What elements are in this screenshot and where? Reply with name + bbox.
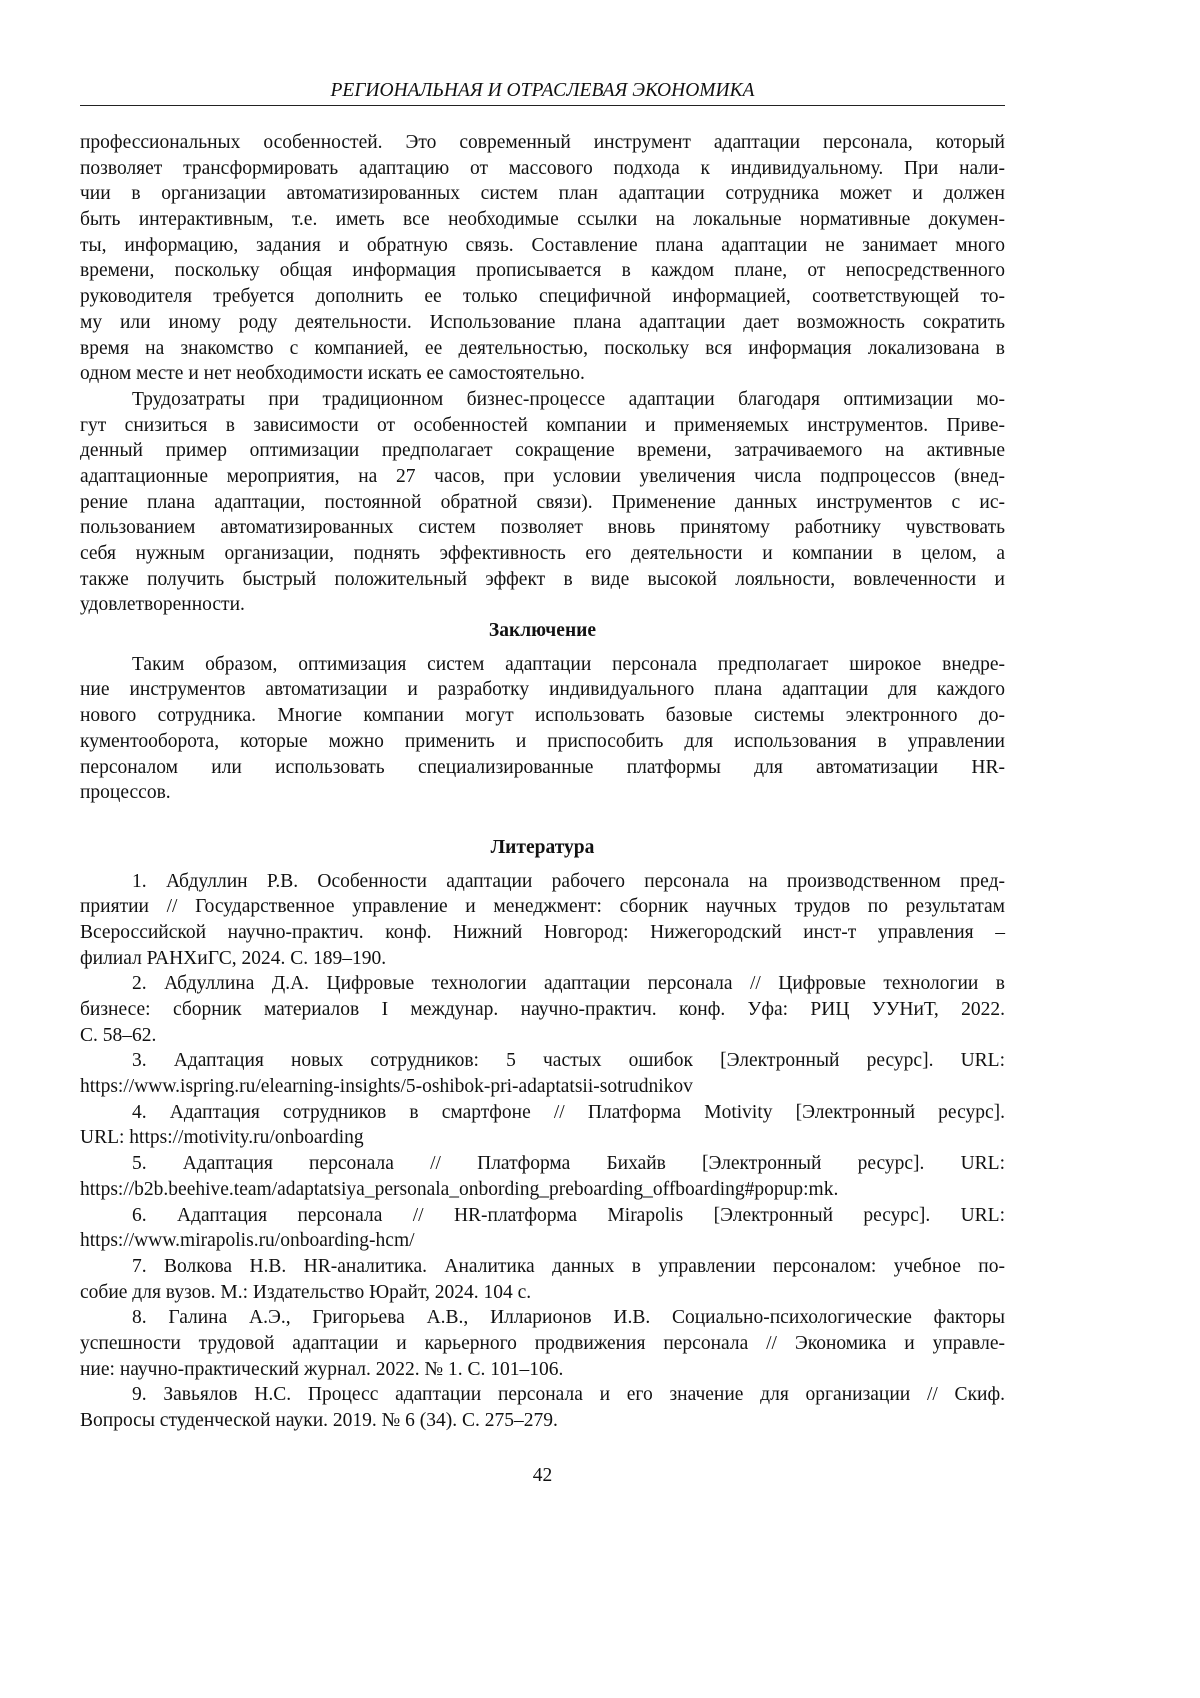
text-line: рение плана адаптации, постоянной обратной связи). Применение данных инструментов с ис- (80, 491, 1005, 513)
text-line: нового сотрудника. Многие компании могут использовать базовые системы электронного до- (80, 705, 1005, 727)
text-line: удовлетворенности. (80, 594, 245, 616)
text-line: процессов. (80, 782, 171, 804)
text-line: https://b2b.beehive.team/adaptatsiya_personala_onbording_preboarding_offboarding#popup:mk. (80, 1178, 839, 1200)
text-line: бизнесе: сборник материалов I междунар. научно-практич. конф. Уфа: РИЦ УУНиТ, 2022. (80, 999, 1005, 1020)
text-line: 7. Волкова Н.В. HR-аналитика. Аналитика данных в управлении персоналом: учебное по- (132, 1255, 1005, 1277)
text-line: профессиональных особенностей. Это современный инструмент адаптации персонала, который (80, 132, 1005, 153)
text-line: одном месте и нет необходимости искать ее самостоятельно. (80, 363, 585, 385)
text-line: Таким образом, оптимизация систем адаптации персонала предполагает широкое внедре- (132, 653, 1005, 675)
text-line: 9. Завьялов Н.С. Процесс адаптации персонала и его значение для организации // Скиф. (132, 1384, 1005, 1406)
text-line: 4. Адаптация сотрудников в смартфоне // Платформа Motivity [Электронный ресурс]. (132, 1101, 1005, 1123)
text-line: успешности трудовой адаптации и карьерного продвижения персонала // Экономика и управле- (80, 1332, 1005, 1354)
reference-item (80, 1151, 1005, 1202)
reference-item (80, 971, 1005, 1048)
text-line: 5. Адаптация персонала // Платформа Бихайв [Электронный ресурс]. URL: (132, 1153, 1005, 1175)
text-line: ние: научно-практический журнал. 2022. № 1. С. 101–106. (80, 1358, 564, 1380)
text-line: пользованием автоматизированных систем позволяет вновь принятому работнику чувствовать (80, 517, 1005, 539)
conclusion-heading: Заключение (488, 620, 597, 642)
text-line: Вопросы студенческой науки. 2019. № 6 (34). С. 275–279. (80, 1410, 558, 1431)
text-line: приятии // Государственное управление и менеджмент: сборник научных трудов по результатам (80, 896, 1005, 918)
paragraph (80, 652, 1005, 806)
body-text (80, 130, 1005, 618)
text-line: ние инструментов автоматизации и разработку индивидуального плана адаптации для каждого (80, 679, 1005, 701)
text-line: ты, информацию, задания и обратную связь. Составление плана адаптации не занимает много (80, 234, 1005, 256)
running-head: РЕГИОНАЛЬНАЯ И ОТРАСЛЕВАЯ ЭКОНОМИКА (330, 80, 755, 101)
text-line: филиал РАНХиГС, 2024. С. 189–190. (80, 947, 387, 969)
text-line: позволяет трансформировать адаптацию от массового подхода к индивидуальному. При нали- (80, 157, 1005, 179)
text-line: 2. Абдуллина Д.А. Цифровые технологии адаптации персонала // Цифровые технологии в (132, 973, 1005, 995)
paragraph (80, 387, 1005, 618)
text-line: времени, поскольку общая информация прописывается в каждом плане, от непосредственного (80, 260, 1005, 282)
reference-item (80, 1254, 1005, 1305)
text-line: https://www.ispring.ru/elearning-insights/5-oshibok-pri-adaptatsii-sotrudnikov (80, 1076, 693, 1098)
text-line: Трудозатраты при традиционном бизнес-процессе адаптации благодаря оптимизации мо- (132, 388, 1005, 410)
text-line: му или иному роду деятельности. Использование плана адаптации дает возможность сократить (80, 311, 1005, 333)
reference-item (80, 1203, 1005, 1254)
conclusion-text (80, 652, 1005, 806)
text-line: персоналом или использовать специализированные платформы для автоматизации HR- (80, 756, 1005, 778)
text-line: 8. Галина А.Э., Григорьева А.В., Илларионов И.В. Социально-психологические факторы (132, 1307, 1005, 1329)
reference-item (80, 869, 1005, 972)
text-line: гут снизиться в зависимости от особенностей компании и применяемых инструментов. Приве- (80, 414, 1005, 436)
reference-item (80, 1100, 1005, 1151)
text-line: 1. Абдуллин Р.В. Особенности адаптации рабочего персонала на производственном пред- (132, 870, 1005, 892)
text-line: https://www.mirapolis.ru/onboarding-hcm/ (80, 1230, 415, 1252)
text-line: 3. Адаптация новых сотрудников: 5 частых ошибок [Электронный ресурс]. URL: (132, 1050, 1005, 1072)
text-line: собие для вузов. М.: Издательство Юрайт, 2024. 104 с. (80, 1281, 532, 1303)
references-heading: Литература (490, 836, 595, 858)
header-rule (80, 105, 1005, 106)
text-line: адаптационные мероприятия, на 27 часов, при условии увеличения числа подпроцессов (внед- (80, 465, 1005, 487)
text-line: кументооборота, которые можно применить и приспособить для использования в управлении (80, 730, 1005, 752)
reference-item (80, 1048, 1005, 1099)
text-line: Всероссийской научно-практич. конф. Нижний Новгород: Нижегородский инст-т управления – (80, 921, 1005, 943)
text-line: также получить быстрый положительный эффект в виде высокой лояльности, вовлеченности и (80, 568, 1005, 590)
text-line: себя нужным организации, поднять эффективность его деятельности и компании в целом, а (80, 543, 1005, 564)
text-line: руководителя требуется дополнить ее только специфичной информацией, соответствующей то- (80, 286, 1005, 308)
text-line: чии в организации автоматизированных систем план адаптации сотрудника может и должен (80, 183, 1005, 205)
page-content (80, 130, 1005, 1434)
text-line: С. 58–62. (80, 1024, 157, 1046)
text-line: время на знакомство с компанией, ее деятельностью, поскольку вся информация локализована в (80, 337, 1005, 359)
text-line: быть интерактивным, т.е. иметь все необходимые ссылки на локальные нормативные докумен- (80, 209, 1005, 231)
text-line: денный пример оптимизации предполагает сокращение времени, затрачиваемого на активные (80, 440, 1005, 462)
page-number: 42 (532, 1465, 553, 1486)
text-line: URL: https://motivity.ru/onboarding (80, 1127, 364, 1149)
reference-item (80, 1382, 1005, 1433)
text-line: 6. Адаптация персонала // HR-платформа Mirapolis [Электронный ресурс]. URL: (132, 1204, 1005, 1226)
paragraph (80, 130, 1005, 387)
references-list (80, 869, 1005, 1434)
reference-item (80, 1305, 1005, 1382)
